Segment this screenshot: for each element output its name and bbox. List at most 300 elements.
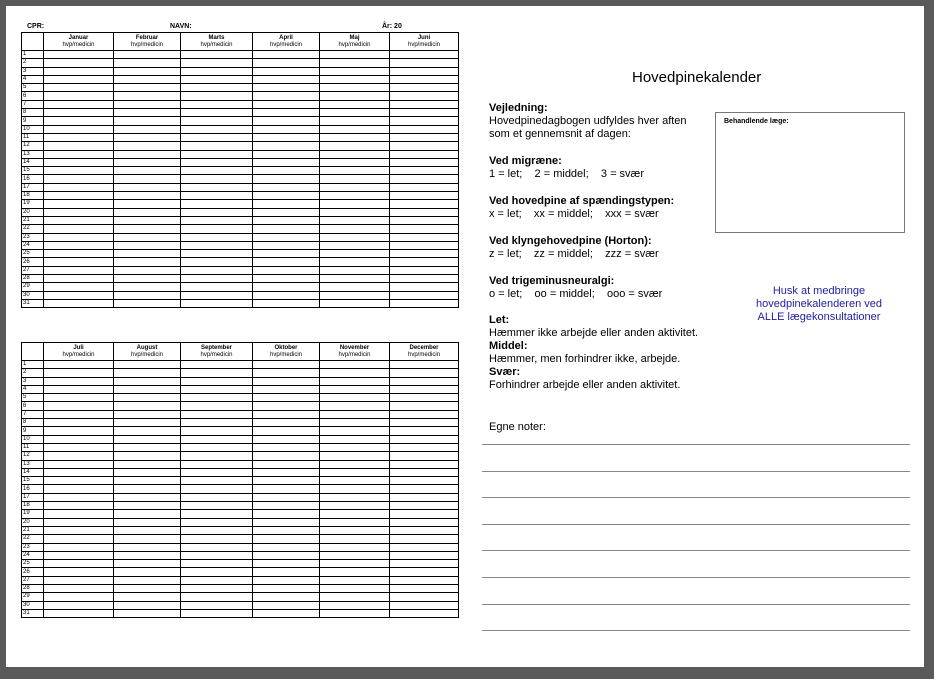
- entry-cell[interactable]: [114, 51, 181, 59]
- entry-cell[interactable]: [44, 526, 114, 534]
- note-line[interactable]: [482, 577, 910, 578]
- entry-cell[interactable]: [253, 275, 320, 283]
- entry-cell[interactable]: [253, 100, 320, 108]
- entry-cell[interactable]: [44, 175, 114, 183]
- entry-cell[interactable]: [114, 560, 181, 568]
- entry-cell[interactable]: [253, 183, 320, 191]
- entry-cell[interactable]: [114, 535, 181, 543]
- entry-cell[interactable]: [253, 419, 320, 427]
- note-line[interactable]: [482, 604, 910, 605]
- entry-cell[interactable]: [320, 200, 390, 208]
- entry-cell[interactable]: [44, 385, 114, 393]
- entry-cell[interactable]: [181, 551, 253, 559]
- entry-cell[interactable]: [181, 117, 253, 125]
- entry-cell[interactable]: [114, 266, 181, 274]
- entry-cell[interactable]: [44, 502, 114, 510]
- entry-cell[interactable]: [114, 142, 181, 150]
- entry-cell[interactable]: [390, 192, 459, 200]
- entry-cell[interactable]: [253, 543, 320, 551]
- entry-cell[interactable]: [390, 216, 459, 224]
- entry-cell[interactable]: [320, 369, 390, 377]
- entry-cell[interactable]: [181, 410, 253, 418]
- entry-cell[interactable]: [114, 200, 181, 208]
- entry-cell[interactable]: [390, 233, 459, 241]
- entry-cell[interactable]: [181, 593, 253, 601]
- entry-cell[interactable]: [390, 225, 459, 233]
- entry-cell[interactable]: [114, 576, 181, 584]
- entry-cell[interactable]: [390, 593, 459, 601]
- entry-cell[interactable]: [181, 560, 253, 568]
- entry-cell[interactable]: [181, 568, 253, 576]
- entry-cell[interactable]: [114, 125, 181, 133]
- entry-cell[interactable]: [253, 59, 320, 67]
- entry-cell[interactable]: [114, 543, 181, 551]
- entry-cell[interactable]: [181, 576, 253, 584]
- entry-cell[interactable]: [44, 568, 114, 576]
- entry-cell[interactable]: [390, 361, 459, 369]
- entry-cell[interactable]: [253, 518, 320, 526]
- note-line[interactable]: [482, 524, 910, 525]
- entry-cell[interactable]: [390, 241, 459, 249]
- entry-cell[interactable]: [44, 167, 114, 175]
- entry-cell[interactable]: [390, 377, 459, 385]
- entry-cell[interactable]: [320, 291, 390, 299]
- entry-cell[interactable]: [390, 485, 459, 493]
- entry-cell[interactable]: [44, 377, 114, 385]
- entry-cell[interactable]: [114, 609, 181, 617]
- entry-cell[interactable]: [390, 167, 459, 175]
- entry-cell[interactable]: [390, 510, 459, 518]
- entry-cell[interactable]: [181, 266, 253, 274]
- entry-cell[interactable]: [44, 51, 114, 59]
- entry-cell[interactable]: [390, 100, 459, 108]
- entry-cell[interactable]: [44, 92, 114, 100]
- entry-cell[interactable]: [320, 361, 390, 369]
- entry-cell[interactable]: [253, 477, 320, 485]
- entry-cell[interactable]: [181, 609, 253, 617]
- entry-cell[interactable]: [44, 361, 114, 369]
- entry-cell[interactable]: [181, 435, 253, 443]
- entry-cell[interactable]: [44, 394, 114, 402]
- entry-cell[interactable]: [390, 283, 459, 291]
- entry-cell[interactable]: [114, 216, 181, 224]
- entry-cell[interactable]: [44, 410, 114, 418]
- entry-cell[interactable]: [114, 402, 181, 410]
- entry-cell[interactable]: [390, 150, 459, 158]
- entry-cell[interactable]: [44, 510, 114, 518]
- entry-cell[interactable]: [181, 485, 253, 493]
- entry-cell[interactable]: [44, 250, 114, 258]
- entry-cell[interactable]: [320, 585, 390, 593]
- entry-cell[interactable]: [390, 526, 459, 534]
- entry-cell[interactable]: [320, 150, 390, 158]
- entry-cell[interactable]: [181, 92, 253, 100]
- entry-cell[interactable]: [390, 535, 459, 543]
- entry-cell[interactable]: [320, 601, 390, 609]
- entry-cell[interactable]: [390, 502, 459, 510]
- entry-cell[interactable]: [44, 585, 114, 593]
- entry-cell[interactable]: [320, 460, 390, 468]
- entry-cell[interactable]: [181, 361, 253, 369]
- entry-cell[interactable]: [44, 560, 114, 568]
- entry-cell[interactable]: [44, 275, 114, 283]
- entry-cell[interactable]: [181, 518, 253, 526]
- entry-cell[interactable]: [253, 435, 320, 443]
- entry-cell[interactable]: [181, 133, 253, 141]
- entry-cell[interactable]: [253, 75, 320, 83]
- doctor-box[interactable]: [715, 112, 905, 233]
- entry-cell[interactable]: [390, 84, 459, 92]
- entry-cell[interactable]: [390, 402, 459, 410]
- entry-cell[interactable]: [390, 75, 459, 83]
- entry-cell[interactable]: [253, 84, 320, 92]
- entry-cell[interactable]: [390, 142, 459, 150]
- entry-cell[interactable]: [320, 158, 390, 166]
- entry-cell[interactable]: [181, 585, 253, 593]
- entry-cell[interactable]: [253, 125, 320, 133]
- entry-cell[interactable]: [114, 241, 181, 249]
- entry-cell[interactable]: [390, 133, 459, 141]
- entry-cell[interactable]: [44, 291, 114, 299]
- entry-cell[interactable]: [253, 175, 320, 183]
- entry-cell[interactable]: [390, 410, 459, 418]
- entry-cell[interactable]: [253, 551, 320, 559]
- entry-cell[interactable]: [114, 299, 181, 307]
- entry-cell[interactable]: [181, 150, 253, 158]
- entry-cell[interactable]: [253, 216, 320, 224]
- entry-cell[interactable]: [390, 609, 459, 617]
- entry-cell[interactable]: [114, 84, 181, 92]
- entry-cell[interactable]: [114, 568, 181, 576]
- entry-cell[interactable]: [390, 299, 459, 307]
- entry-cell[interactable]: [253, 192, 320, 200]
- entry-cell[interactable]: [253, 133, 320, 141]
- entry-cell[interactable]: [320, 377, 390, 385]
- entry-cell[interactable]: [390, 601, 459, 609]
- entry-cell[interactable]: [181, 275, 253, 283]
- entry-cell[interactable]: [253, 291, 320, 299]
- entry-cell[interactable]: [320, 551, 390, 559]
- entry-cell[interactable]: [181, 109, 253, 117]
- entry-cell[interactable]: [390, 460, 459, 468]
- entry-cell[interactable]: [181, 250, 253, 258]
- entry-cell[interactable]: [253, 369, 320, 377]
- entry-cell[interactable]: [181, 394, 253, 402]
- entry-cell[interactable]: [114, 167, 181, 175]
- entry-cell[interactable]: [44, 402, 114, 410]
- entry-cell[interactable]: [181, 502, 253, 510]
- entry-cell[interactable]: [320, 593, 390, 601]
- entry-cell[interactable]: [114, 283, 181, 291]
- entry-cell[interactable]: [390, 117, 459, 125]
- entry-cell[interactable]: [253, 150, 320, 158]
- entry-cell[interactable]: [181, 216, 253, 224]
- entry-cell[interactable]: [181, 241, 253, 249]
- entry-cell[interactable]: [114, 460, 181, 468]
- entry-cell[interactable]: [114, 452, 181, 460]
- entry-cell[interactable]: [390, 92, 459, 100]
- entry-cell[interactable]: [44, 601, 114, 609]
- entry-cell[interactable]: [114, 183, 181, 191]
- entry-cell[interactable]: [320, 477, 390, 485]
- entry-cell[interactable]: [390, 493, 459, 501]
- entry-cell[interactable]: [320, 560, 390, 568]
- note-line[interactable]: [482, 550, 910, 551]
- entry-cell[interactable]: [253, 250, 320, 258]
- entry-cell[interactable]: [114, 443, 181, 451]
- entry-cell[interactable]: [114, 67, 181, 75]
- entry-cell[interactable]: [181, 477, 253, 485]
- entry-cell[interactable]: [253, 283, 320, 291]
- entry-cell[interactable]: [390, 59, 459, 67]
- entry-cell[interactable]: [114, 75, 181, 83]
- entry-cell[interactable]: [253, 609, 320, 617]
- entry-cell[interactable]: [320, 535, 390, 543]
- entry-cell[interactable]: [320, 192, 390, 200]
- entry-cell[interactable]: [44, 117, 114, 125]
- entry-cell[interactable]: [253, 485, 320, 493]
- entry-cell[interactable]: [44, 100, 114, 108]
- entry-cell[interactable]: [390, 125, 459, 133]
- entry-cell[interactable]: [320, 233, 390, 241]
- entry-cell[interactable]: [44, 266, 114, 274]
- entry-cell[interactable]: [114, 258, 181, 266]
- entry-cell[interactable]: [114, 225, 181, 233]
- entry-cell[interactable]: [181, 258, 253, 266]
- entry-cell[interactable]: [253, 142, 320, 150]
- entry-cell[interactable]: [114, 601, 181, 609]
- entry-cell[interactable]: [44, 283, 114, 291]
- entry-cell[interactable]: [44, 299, 114, 307]
- entry-cell[interactable]: [181, 183, 253, 191]
- entry-cell[interactable]: [44, 150, 114, 158]
- entry-cell[interactable]: [320, 299, 390, 307]
- entry-cell[interactable]: [253, 427, 320, 435]
- entry-cell[interactable]: [114, 377, 181, 385]
- entry-cell[interactable]: [114, 585, 181, 593]
- entry-cell[interactable]: [253, 266, 320, 274]
- entry-cell[interactable]: [44, 535, 114, 543]
- entry-cell[interactable]: [181, 299, 253, 307]
- entry-cell[interactable]: [114, 117, 181, 125]
- entry-cell[interactable]: [253, 493, 320, 501]
- note-line[interactable]: [482, 497, 910, 498]
- entry-cell[interactable]: [320, 75, 390, 83]
- entry-cell[interactable]: [390, 266, 459, 274]
- entry-cell[interactable]: [320, 266, 390, 274]
- entry-cell[interactable]: [320, 394, 390, 402]
- entry-cell[interactable]: [181, 385, 253, 393]
- entry-cell[interactable]: [44, 551, 114, 559]
- entry-cell[interactable]: [114, 518, 181, 526]
- entry-cell[interactable]: [390, 183, 459, 191]
- entry-cell[interactable]: [320, 275, 390, 283]
- entry-cell[interactable]: [181, 493, 253, 501]
- entry-cell[interactable]: [320, 283, 390, 291]
- entry-cell[interactable]: [114, 361, 181, 369]
- entry-cell[interactable]: [114, 133, 181, 141]
- entry-cell[interactable]: [114, 233, 181, 241]
- entry-cell[interactable]: [253, 452, 320, 460]
- entry-cell[interactable]: [320, 518, 390, 526]
- entry-cell[interactable]: [181, 59, 253, 67]
- entry-cell[interactable]: [114, 369, 181, 377]
- entry-cell[interactable]: [390, 576, 459, 584]
- entry-cell[interactable]: [390, 109, 459, 117]
- entry-cell[interactable]: [114, 100, 181, 108]
- entry-cell[interactable]: [253, 510, 320, 518]
- entry-cell[interactable]: [390, 275, 459, 283]
- entry-cell[interactable]: [44, 200, 114, 208]
- entry-cell[interactable]: [253, 560, 320, 568]
- entry-cell[interactable]: [320, 258, 390, 266]
- entry-cell[interactable]: [320, 183, 390, 191]
- entry-cell[interactable]: [253, 585, 320, 593]
- entry-cell[interactable]: [320, 402, 390, 410]
- entry-cell[interactable]: [181, 75, 253, 83]
- entry-cell[interactable]: [114, 208, 181, 216]
- entry-cell[interactable]: [181, 601, 253, 609]
- entry-cell[interactable]: [181, 233, 253, 241]
- entry-cell[interactable]: [44, 609, 114, 617]
- entry-cell[interactable]: [44, 59, 114, 67]
- entry-cell[interactable]: [253, 167, 320, 175]
- entry-cell[interactable]: [181, 51, 253, 59]
- entry-cell[interactable]: [114, 493, 181, 501]
- entry-cell[interactable]: [390, 452, 459, 460]
- entry-cell[interactable]: [44, 518, 114, 526]
- entry-cell[interactable]: [114, 551, 181, 559]
- entry-cell[interactable]: [390, 443, 459, 451]
- entry-cell[interactable]: [390, 518, 459, 526]
- entry-cell[interactable]: [253, 158, 320, 166]
- entry-cell[interactable]: [253, 535, 320, 543]
- entry-cell[interactable]: [44, 460, 114, 468]
- entry-cell[interactable]: [320, 167, 390, 175]
- note-line[interactable]: [482, 444, 910, 445]
- entry-cell[interactable]: [181, 443, 253, 451]
- entry-cell[interactable]: [253, 402, 320, 410]
- entry-cell[interactable]: [390, 551, 459, 559]
- entry-cell[interactable]: [114, 502, 181, 510]
- entry-cell[interactable]: [44, 84, 114, 92]
- entry-cell[interactable]: [320, 59, 390, 67]
- entry-cell[interactable]: [390, 208, 459, 216]
- entry-cell[interactable]: [181, 291, 253, 299]
- entry-cell[interactable]: [390, 175, 459, 183]
- entry-cell[interactable]: [114, 526, 181, 534]
- entry-cell[interactable]: [253, 241, 320, 249]
- note-line[interactable]: [482, 630, 910, 631]
- entry-cell[interactable]: [390, 427, 459, 435]
- entry-cell[interactable]: [390, 291, 459, 299]
- entry-cell[interactable]: [181, 167, 253, 175]
- entry-cell[interactable]: [44, 485, 114, 493]
- entry-cell[interactable]: [253, 67, 320, 75]
- entry-cell[interactable]: [44, 477, 114, 485]
- entry-cell[interactable]: [181, 192, 253, 200]
- entry-cell[interactable]: [44, 192, 114, 200]
- entry-cell[interactable]: [390, 568, 459, 576]
- entry-cell[interactable]: [114, 435, 181, 443]
- entry-cell[interactable]: [253, 200, 320, 208]
- entry-cell[interactable]: [390, 369, 459, 377]
- entry-cell[interactable]: [253, 394, 320, 402]
- entry-cell[interactable]: [114, 510, 181, 518]
- entry-cell[interactable]: [320, 109, 390, 117]
- entry-cell[interactable]: [253, 377, 320, 385]
- entry-cell[interactable]: [390, 258, 459, 266]
- entry-cell[interactable]: [181, 452, 253, 460]
- entry-cell[interactable]: [181, 460, 253, 468]
- entry-cell[interactable]: [390, 419, 459, 427]
- entry-cell[interactable]: [320, 568, 390, 576]
- entry-cell[interactable]: [390, 435, 459, 443]
- entry-cell[interactable]: [320, 208, 390, 216]
- entry-cell[interactable]: [114, 291, 181, 299]
- entry-cell[interactable]: [320, 51, 390, 59]
- entry-cell[interactable]: [114, 275, 181, 283]
- entry-cell[interactable]: [114, 593, 181, 601]
- entry-cell[interactable]: [114, 419, 181, 427]
- entry-cell[interactable]: [181, 543, 253, 551]
- entry-cell[interactable]: [320, 435, 390, 443]
- entry-cell[interactable]: [114, 427, 181, 435]
- entry-cell[interactable]: [44, 435, 114, 443]
- entry-cell[interactable]: [320, 493, 390, 501]
- entry-cell[interactable]: [114, 468, 181, 476]
- entry-cell[interactable]: [320, 385, 390, 393]
- entry-cell[interactable]: [181, 158, 253, 166]
- entry-cell[interactable]: [44, 452, 114, 460]
- entry-cell[interactable]: [253, 460, 320, 468]
- entry-cell[interactable]: [320, 576, 390, 584]
- note-line[interactable]: [482, 471, 910, 472]
- entry-cell[interactable]: [320, 100, 390, 108]
- entry-cell[interactable]: [253, 502, 320, 510]
- entry-cell[interactable]: [181, 125, 253, 133]
- entry-cell[interactable]: [320, 485, 390, 493]
- entry-cell[interactable]: [44, 75, 114, 83]
- entry-cell[interactable]: [114, 394, 181, 402]
- entry-cell[interactable]: [253, 361, 320, 369]
- entry-cell[interactable]: [390, 158, 459, 166]
- entry-cell[interactable]: [114, 158, 181, 166]
- entry-cell[interactable]: [253, 109, 320, 117]
- entry-cell[interactable]: [44, 225, 114, 233]
- entry-cell[interactable]: [390, 51, 459, 59]
- entry-cell[interactable]: [44, 208, 114, 216]
- entry-cell[interactable]: [44, 142, 114, 150]
- entry-cell[interactable]: [253, 468, 320, 476]
- entry-cell[interactable]: [320, 443, 390, 451]
- entry-cell[interactable]: [181, 100, 253, 108]
- entry-cell[interactable]: [253, 208, 320, 216]
- entry-cell[interactable]: [114, 59, 181, 67]
- entry-cell[interactable]: [44, 67, 114, 75]
- entry-cell[interactable]: [44, 258, 114, 266]
- entry-cell[interactable]: [390, 585, 459, 593]
- entry-cell[interactable]: [181, 427, 253, 435]
- entry-cell[interactable]: [253, 225, 320, 233]
- entry-cell[interactable]: [44, 593, 114, 601]
- entry-cell[interactable]: [253, 410, 320, 418]
- entry-cell[interactable]: [253, 443, 320, 451]
- entry-cell[interactable]: [320, 427, 390, 435]
- entry-cell[interactable]: [181, 208, 253, 216]
- entry-cell[interactable]: [44, 241, 114, 249]
- entry-cell[interactable]: [181, 67, 253, 75]
